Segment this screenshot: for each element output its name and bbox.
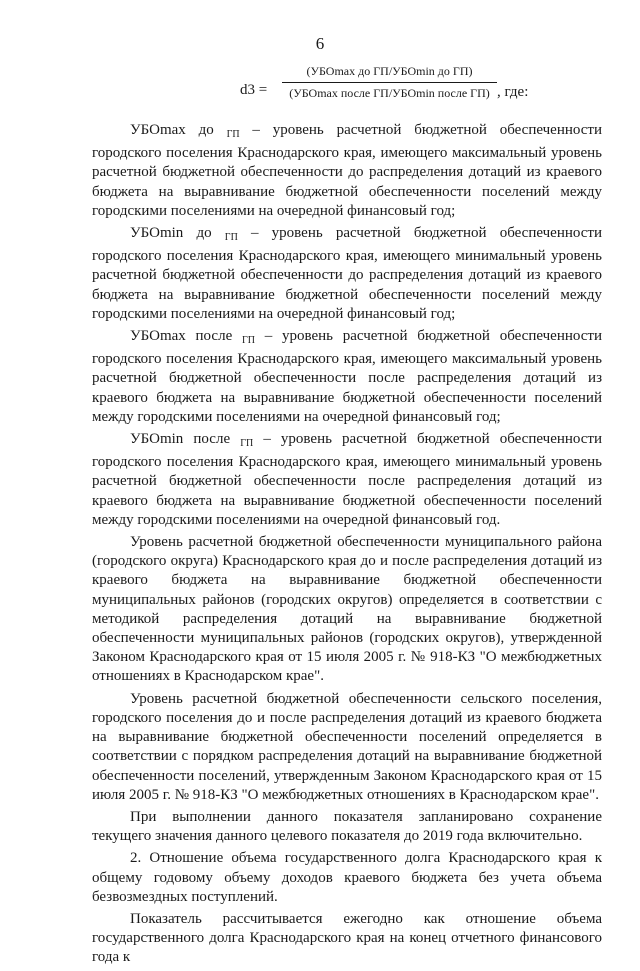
paragraph-ubo-min-before <box>92 224 602 324</box>
formula-d3 <box>240 64 540 120</box>
term-subscript: ГП <box>226 129 240 140</box>
paragraph-indicator-2: 2. Отношение объема государственного долга Краснодарского края к общему годовому объему доходов краевого бюджета без учета объема безвозмездных поступлений. <box>92 850 602 905</box>
paragraph-settlement-level: Уровень расчетной бюджетной обеспеченности сельского поселения, городского поселения до и после распределения дотаций из краевого бюджета на выравнивание бюджетной обеспеченности поселений определяется в соответствии с порядком распределения дотаций на выравнивание бюджетной обеспеченности поселений, утвержденным Законом Краснодарского края от 15 июля 2005 г. № 918-КЗ "О межбюджетных отношениях в Краснодарском крае". <box>92 690 602 803</box>
document-body <box>92 121 602 971</box>
formula-fraction <box>282 64 497 101</box>
term: УБОmin до <box>130 225 212 242</box>
paragraph-district-level: Уровень расчетной бюджетной обеспеченности муниципального района (городского округа) Краснодарского края до и после распределения дотаций из краевого бюджета на выравнивание бюджетной обеспеченности муниципальных районов (городских округов) определяется в соответствии с методикой распределения дотаций на выравнивание бюджетной обеспеченности муниципальных районов (городских округов), утвержденной Законом Краснодарского края от 15 июля 2005 г. № 918-КЗ "О межбюджетных отношениях в Краснодарском крае". <box>92 534 602 685</box>
term: УБОmax до <box>130 122 214 138</box>
formula-numerator: (УБОmax до ГП/УБОmin до ГП) <box>306 64 473 78</box>
formula-lhs: d3 = <box>240 82 268 98</box>
term-subscript: ГП <box>240 438 254 450</box>
paragraph-text: – уровень расчетной бюджетной обеспеченности городского поселения Краснодарского края, имеющего максимальный уровень расчетной бюджетной обеспеченности после распределения дотаций из краевого бюджета на выравнивание бюджетной обеспеченности поселений между городскими поселениями на очередной финансовый год; <box>92 328 602 425</box>
paragraph-calculation: Показатель рассчитывается ежегодно как отношение объема государственного долга Краснодарского края на конец отчетного финансового года к <box>92 910 602 966</box>
paragraph-ubo-max-before <box>92 121 602 221</box>
paragraph-ubo-min-after <box>92 430 602 530</box>
formula-where: , где: <box>497 84 529 100</box>
term: УБОmin после <box>130 431 231 448</box>
term-subscript: ГП <box>224 232 238 244</box>
paragraph-text: – уровень расчетной бюджетной обеспеченности городского поселения Краснодарского края, имеющего минимальный уровень расчетной бюджетной обеспеченности до распределения дотаций из краевого бюджета на выравнивание бюджетной обеспеченности поселений между городскими поселениями на очередной финансовый год; <box>92 225 602 322</box>
formula-denominator: (УБОmax после ГП/УБОmin после ГП) <box>289 86 490 100</box>
paragraph-target-plan: При выполнении данного показателя запланировано сохранение текущего значения данного целевого показателя до 2019 года включительно. <box>92 808 602 845</box>
paragraph-ubo-max-after <box>92 327 602 427</box>
term-subscript: ГП <box>241 335 255 347</box>
term: УБОmax после <box>130 328 233 345</box>
paragraph-text: – уровень расчетной бюджетной обеспеченности городского поселения Краснодарского края, имеющего максимальный уровень расчетной бюджетной обеспеченности до распределения дотаций из краевого бюджета на выравнивание бюджетной обеспеченности поселений между городскими поселениями на очередной финансовый год; <box>92 122 603 219</box>
paragraph-text: – уровень расчетной бюджетной обеспеченности городского поселения Краснодарского края, имеющего минимальный уровень расчетной бюджетной обеспеченности после распределения дотаций из краевого бюджета на выравнивание бюджетной обеспеченности поселений между городскими поселениями на очередной финансовый год. <box>92 431 603 528</box>
page-number: 6 <box>315 34 325 53</box>
